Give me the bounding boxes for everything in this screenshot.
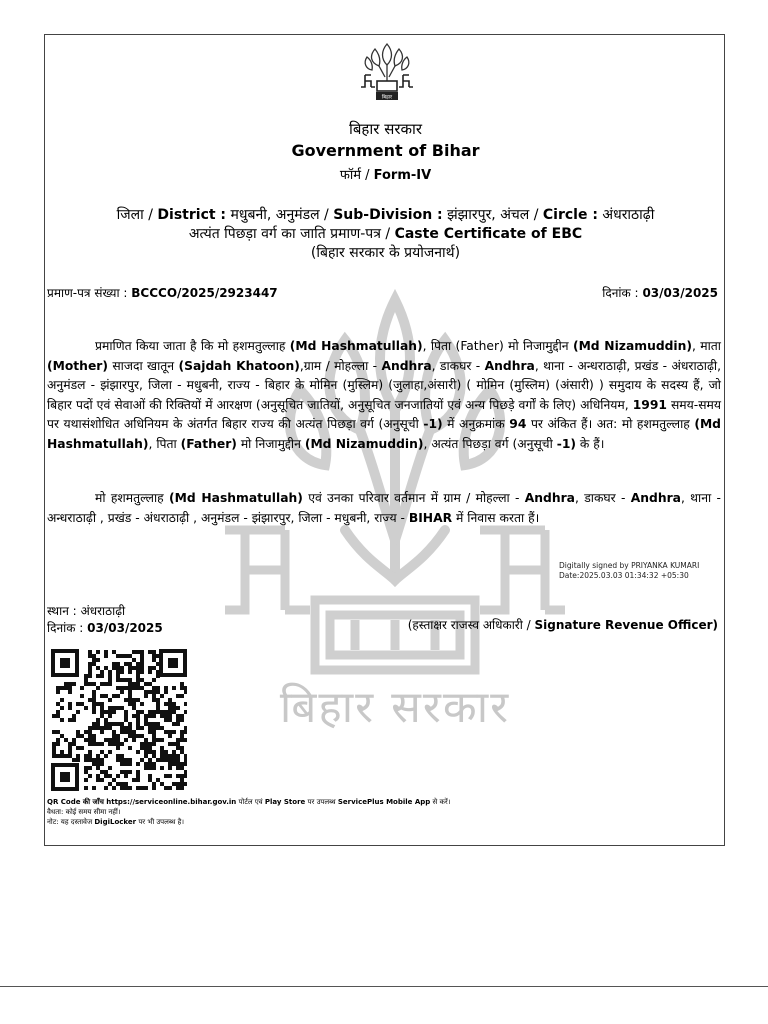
form-hindi: फॉर्म / — [339, 168, 370, 183]
certificate-title — [45, 224, 725, 243]
subdivision-value: झंझारपुर, अंचल / — [447, 207, 539, 223]
district-value: मधुबनी, अनुमंडल / — [230, 207, 329, 223]
issue-date-label: दिनांक : — [602, 286, 639, 300]
form-number — [45, 165, 725, 183]
officer-signature — [408, 616, 718, 633]
emblem-caption: बिहार — [381, 94, 393, 101]
officer-signature-hindi: (हस्ताक्षर राजस्व अधिकारी / — [407, 618, 531, 632]
watermark-text: बिहार सरकार — [279, 682, 511, 733]
footer-date-label: दिनांक : — [47, 621, 84, 635]
bihar-emblem-icon — [357, 41, 417, 103]
place-value: अंधराठाढ़ी — [80, 604, 126, 618]
district-prefix: जिला / — [116, 207, 153, 223]
note-validity: वैधता: कोई समय सीमा नहीं। — [47, 808, 121, 816]
subdivision-label: Sub-Division : — [333, 207, 443, 223]
district-label: District : — [157, 207, 227, 223]
note-digilocker: नोट: यह दस्तावेज DigiLocker पर भी उपलब्ध है। — [47, 818, 185, 826]
place-and-date — [47, 603, 163, 637]
residence-paragraph: मो हशमतुल्लाह (Md Hashmatullah) एवं उनका परिवार वर्तमान में ग्राम / मोहल्ला - Andhra, डाकघर - Andhra, थाना - अन्धराठाढ़ी , प्रखंड - अंधराठाढ़ी , अनुमंडल - झंझारपुर, जिला - मधुबनी, राज्य - BIHAR में निवास करता हैं। — [47, 491, 721, 525]
certificate-purpose: (बिहार सरकार के प्रयोजनार्थ) — [310, 245, 461, 261]
location-line — [45, 205, 725, 224]
certification-paragraph: प्रमाणित किया जाता है कि मो हशमतुल्लाह (Md Hashmatullah), पिता (Father) मो निजामुद्दीन (Md Nizamuddin), माता (Mother) साजदा खातून (Sajdah Khatoon),ग्राम / मोहल्ला - Andhra, डाकघर - Andhra, थाना - अन्धराठाढ़ी, प्रखंड - अंधराठाढ़ी, अनुमंडल - झंझारपुर, जिला - मधुबनी, राज्य - बिहार के मोमिन (मुस्लिम) (जुलाहा,अंसारी) ( मोमिन (मुस्लिम) (अंसारी) ) समुदाय के सदस्य हैं, जो बिहार पदों एवं सेवाओं की रिक्तियों में आरक्षण (अनुसूचित जातियों, अनुसूचित जनजातियों एवं अन्य पिछड़े वर्गों के लिए) अधिनियम, 1991 समय-समय पर यथासंशोधित अधिनियम के अंतर्गत बिहार राज्य की अत्यंत पिछड़ा वर्ग (अनुसूची -1) में अनुक्रमांक 94 पर अंकित हैं। अत: मो हशमतुल्लाह (Md Hashmatullah), पिता (Father) मो निजामुद्दीन (Md Nizamuddin), अत्यंत पिछड़ा वर्ग (अनुसूची -1) के हैं। — [47, 339, 722, 451]
issue-date — [602, 284, 718, 301]
header-english-title: Government of Bihar — [291, 141, 480, 160]
certificate-page — [44, 34, 725, 846]
digital-signature-stamp — [559, 561, 699, 581]
certificate-number-label: प्रमाण-पत्र संख्या : — [47, 286, 128, 300]
footer-date-line — [47, 620, 163, 637]
note-qr-verify: QR Code की जाँच https://serviceonline.bihar.gov.in पोर्टल एवं Play Store पर उपलब्ध ServicePlus Mobile App से करें। — [47, 798, 451, 806]
page-bottom-rule — [0, 986, 768, 987]
place-line — [47, 603, 163, 620]
header-hindi-title: बिहार सरकार — [348, 120, 423, 138]
footer-date-value: 03/03/2025 — [87, 621, 163, 635]
certificate-number-value: BCCCO/2025/2923447 — [131, 286, 278, 300]
certificate-title-english: Caste Certificate of EBC — [394, 226, 583, 242]
certificate-title-hindi: अत्यंत पिछड़ा वर्ग का जाति प्रमाण-पत्र / — [188, 226, 391, 242]
officer-signature-english: Signature Revenue Officer) — [534, 618, 718, 632]
qr-code-icon[interactable] — [51, 649, 187, 791]
circle-value: अंधराठाढ़ी — [602, 207, 655, 223]
digital-signature-signer: Digitally signed by PRIYANKA KUMARI — [559, 561, 700, 570]
place-label: स्थान : — [47, 604, 77, 618]
issue-date-value: 03/03/2025 — [642, 286, 718, 300]
form-english: Form-IV — [373, 168, 432, 183]
certificate-number — [47, 284, 278, 301]
digital-signature-date: Date:2025.03.03 01:34:32 +05:30 — [559, 571, 689, 580]
circle-label: Circle : — [542, 207, 598, 223]
footer-notes — [47, 797, 450, 827]
